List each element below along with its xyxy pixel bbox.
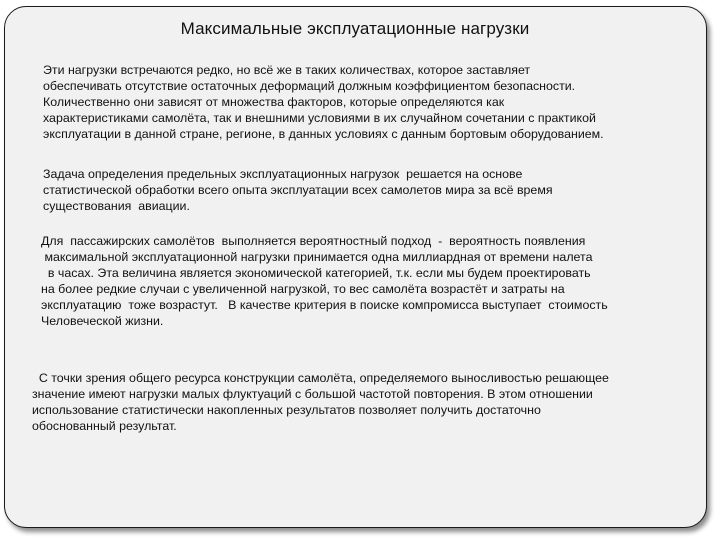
text-line: максимальной эксплуатационной нагрузки принимается одна миллиардная от времени налета — [41, 249, 593, 264]
text-line: на более редкие случаи с увеличенной нагрузкой, то вес самолёта возрастёт и затраты на — [41, 281, 565, 296]
text-line: Для пассажирских самолётов выполняется вероятностный подход - вероятность появления — [41, 234, 586, 248]
text-line: статистической обработки всего опыта эксплуатации всех самолетов мира за всё время — [43, 182, 553, 197]
text-line: Количественно они зависят от множества факторов, которые определяются как — [43, 94, 505, 109]
paragraph-task — [43, 167, 553, 215]
slide-frame — [4, 6, 707, 528]
paragraph-passenger-aircraft — [41, 234, 608, 329]
text-line: использование статистически накопленных результатов позволяет получить достаточно — [32, 402, 541, 417]
paragraph-occurrence — [43, 63, 604, 143]
text-line: С точки зрения общего ресурса конструкции самолёта, определяемого выносливостью решающее — [32, 371, 609, 385]
text-line: обеспечивать отсутствие остаточных деформаций должным коэффициентом безопасности. — [43, 78, 576, 93]
slide-title: Максимальные эксплуатационные нагрузки — [180, 19, 530, 38]
text-line: эксплуатации в данной стране, регионе, в данных условиях с данным бортовым оборудованием. — [43, 126, 604, 141]
text-line: характеристиками самолёта, так и внешними условиями в их случайном сочетании с практикой — [43, 110, 596, 125]
text-line: существования авиации. — [43, 198, 190, 213]
text-line: обоснованный результат. — [32, 418, 177, 433]
text-line: эксплуатацию тоже возрастут. В качестве критерия в поиске компромисса выступает стоимость — [41, 297, 608, 312]
text-line: значение имеют нагрузки малых флуктуаций с большой частотой повторения. В этом отношении — [32, 386, 593, 401]
text-line: в часах. Эта величина является экономической категорией, т.к. если мы будем проектировать — [41, 265, 591, 280]
text-line: Задача определения предельных эксплуатационных нагрузок решается на основе — [43, 167, 523, 181]
text-line: Эти нагрузки встречаются редко, но всё же в таких количествах, которое заставляет — [43, 63, 531, 77]
text-line: Человеческой жизни. — [41, 313, 164, 328]
paragraph-resource — [32, 371, 609, 435]
